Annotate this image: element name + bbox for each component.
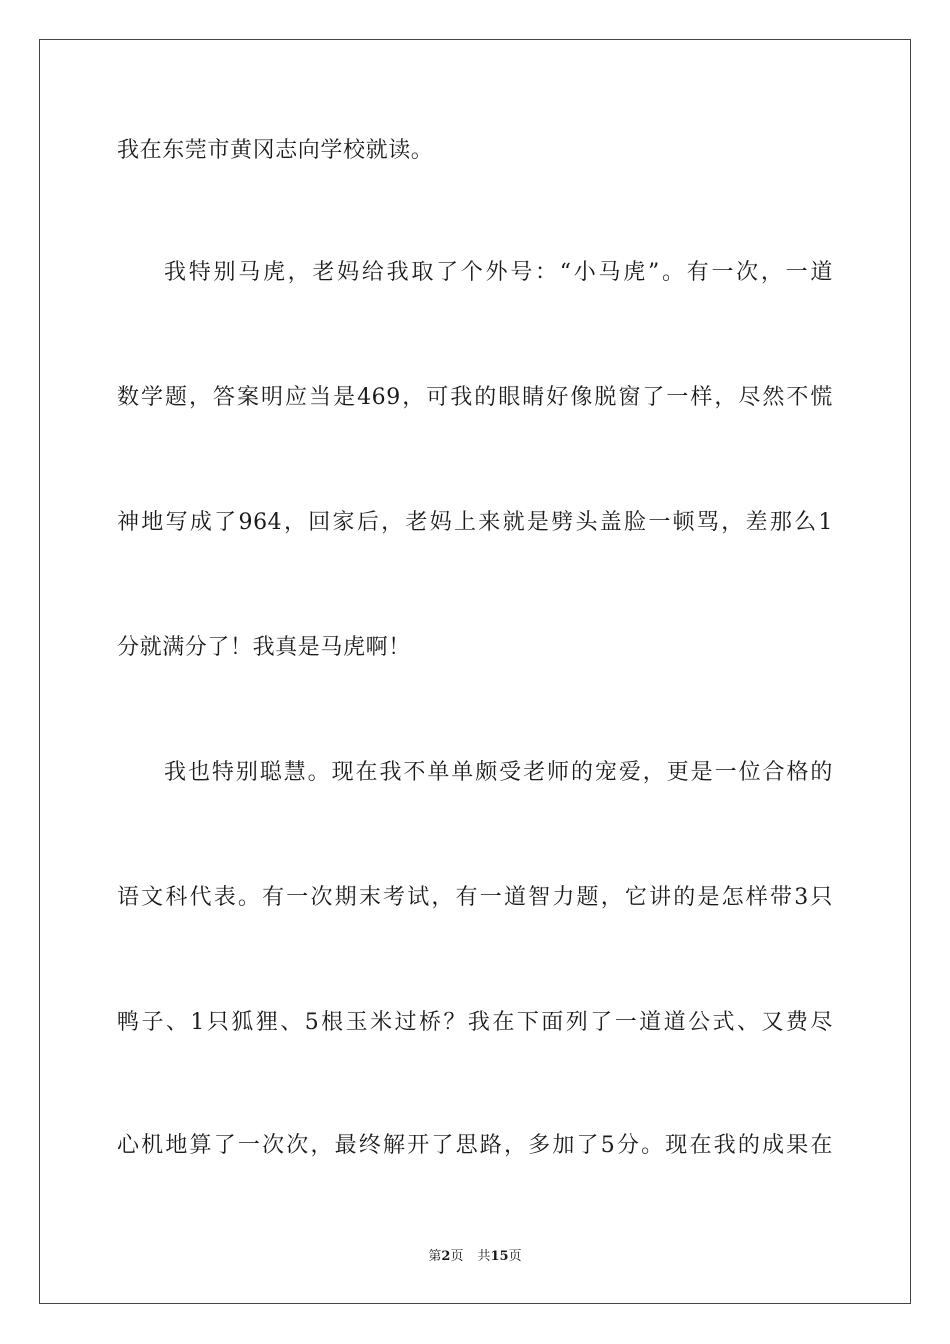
total-page-number: 15 (490, 1249, 509, 1264)
text-line-9: 心机地算了一次次，最终解开了思路，多加了5分。现在我的成果在 (117, 1133, 833, 1158)
page-footer (0, 1248, 950, 1266)
page-prefix: 第 (428, 1249, 442, 1264)
total-unit: 页 (508, 1249, 522, 1264)
page-border (39, 39, 911, 1304)
text-line-2: 我特别马虎，老妈给我取了个外号：“小马虎”。有一次，一道 (164, 260, 833, 285)
text-line-8: 鸭子、1只狐狸、5根玉米过桥？我在下面列了一道道公式、又费尽 (117, 1010, 833, 1035)
text-line-5: 分就满分了！我真是马虎啊！ (117, 635, 411, 660)
total-prefix: 共 (477, 1249, 491, 1264)
page-unit: 页 (450, 1249, 464, 1264)
text-line-3: 数学题，答案明应当是469，可我的眼睛好像脱窗了一样，尽然不慌 (117, 385, 833, 410)
text-line-7: 语文科代表。有一次期末考试，有一道智力题，它讲的是怎样带3只 (117, 885, 833, 910)
current-page-number: 2 (441, 1249, 451, 1264)
text-line-6: 我也特别聪慧。现在我不单单颇受老师的宠爱，更是一位合格的 (164, 760, 833, 785)
text-line-1: 我在东莞市黄冈志向学校就读。 (117, 138, 434, 163)
text-line-4: 神地写成了964，回家后，老妈上来就是劈头盖脸一顿骂，差那么1 (117, 510, 833, 535)
